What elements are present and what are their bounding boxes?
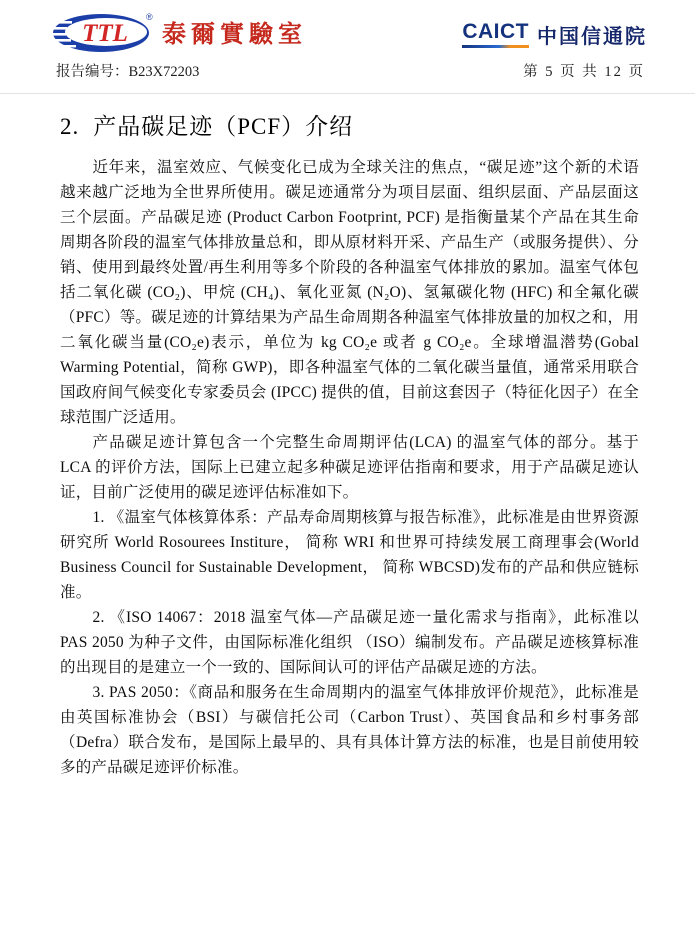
paragraph-lca: 产品碳足迹计算包含一个完整生命周期评估(LCA) 的温室气体的部分。基于 LCA 的评价方法，国际上已建立起多种碳足迹评估指南和要求，用于产品碳足迹认证，目前广泛使用的碳足迹评估标准如下。: [60, 434, 639, 501]
list-item-ghg-protocol: 1. 《温室气体核算体系：产品寿命周期核算与报告标准》，此标准是由世界资源研究所 World Rosourees Institure， 简称 WRI 和世界可持续发展工商理事会(World Business Council for Sustainable Development， 简称 WBCSD)发布的产品和供应链标准。: [60, 509, 639, 601]
caict-logo: [462, 12, 647, 49]
section-title-text: 产品碳足迹（PCF）介绍: [93, 114, 354, 139]
page-indicator: 第 5 页 共 12 页: [523, 64, 645, 80]
ttl-logo: [52, 12, 307, 54]
page-header: [0, 0, 695, 54]
list-item-pas-2050: 3. PAS 2050：《商品和服务在生命周期内的温室气体排放评价规范》，此标准是由英国标准协会（BSI）与碳信托公司（Carbon Trust）、英国食品和乡村事务部（Defra）联合发布，是国际上最早的、具有具体计算方法的标准，也是目前使用较多的产品碳足迹评价标准。: [60, 684, 639, 776]
ttl-logo-name: 泰爾實驗室: [162, 22, 307, 48]
caict-name-cn: 中国信通院: [537, 26, 647, 48]
list-item-iso-14067: 2. 《ISO 14067：2018 温室气体—产品碳足迹一量化需求与指南》，此标准以PAS 2050 为种子文件，由国际标准化组织 （ISO）编制发布。产品碳足迹核算标准的出现目的是建立一个一致的、国际间认可的评估产品碳足迹的方法。: [60, 609, 639, 676]
ttl-registered-mark: ®: [146, 12, 153, 22]
caict-acronym: CAICT: [462, 21, 529, 47]
ttl-ellipse-icon: [52, 12, 156, 54]
paragraph-intro: 近年来，温室效应、气候变化已成为全球关注的焦点，“碳足迹”这个新的术语越来越广泛地为全世界所使用。碳足迹通常分为项目层面、组织层面、产品层面这三个层面。产品碳足迹 (Product Carbon Footprint, PCF) 是指衡量某个产品在其生命周期各阶段的温室气体排放量总和，即从原材料开采、产品生产（或服务提供）、分销、使用到最终处置/再生利用等多个阶段的各种温室气体排放的累加。温室气体包括二氧化碳 (CO₂)、甲烷 (CH₄)、氧化亚氮 (N₂O)、氢氟碳化物 (HFC) 和全氟化碳（PFC）等。碳足迹的计算结果为产品生命周期各种温室气体排放量的加权之和，用二氧化碳当量(CO₂e)表示，单位为 kg CO₂e 或者 g CO₂e。全球增温潜势(Gobal Warming Potential，简称 GWP)，即各种温室气体的二氧化碳当量值，通常采用联合国政府间气候变化专家委员会 (IPCC) 提供的值，目前这套因子（特征化因子）在全球范围广泛适用。: [60, 159, 639, 426]
document-body: [0, 94, 695, 780]
section-title: [60, 108, 639, 141]
section-number: 2.: [60, 114, 80, 139]
meta-row: [0, 54, 695, 81]
report-number: 报告编号：B23X72203: [56, 64, 200, 80]
ttl-acronym-text: TTL: [82, 20, 128, 47]
